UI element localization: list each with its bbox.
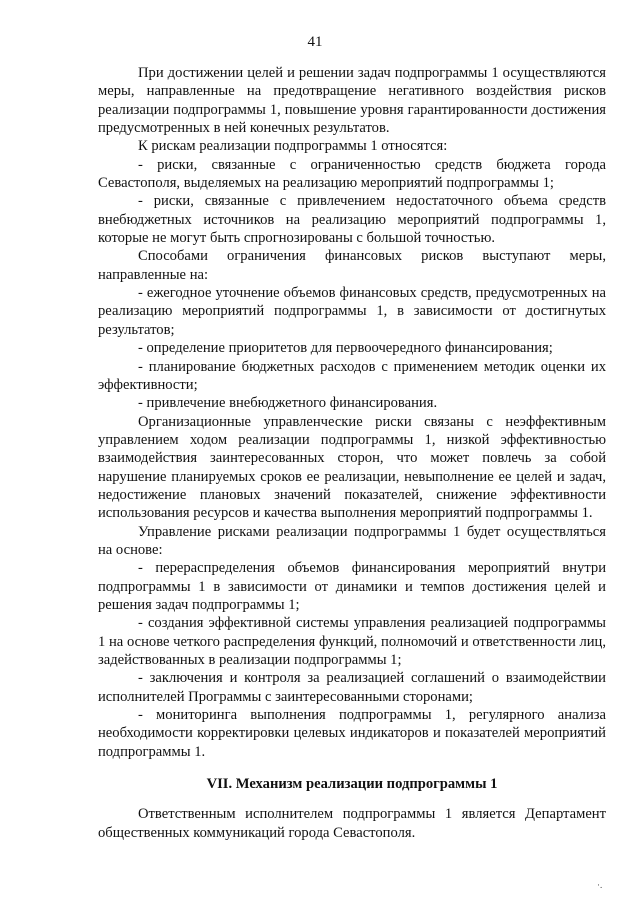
list-item: - ежегодное уточнение объемов финансовых средств, предусмотренных на реализацию мероприятий подпрограммы 1, в зависимости от достигнутых результатов; <box>98 285 606 338</box>
list-item: - риски, связанные с ограниченностью средств бюджета города Севастополя, выделяемых на реализацию мероприятий подпрограммы 1; <box>98 156 606 192</box>
list-item: - перераспределения объемов финансирования мероприятий внутри подпрограммы 1 в зависимости от динамики и темпов достижения целей и решения задач подпрограммы 1; <box>98 560 606 613</box>
paragraph-organizational-risks: Организационные управленческие риски связаны с неэффективным управлением ходом реализации подпрограммы 1, низкой эффективностью взаимодействия заинтересованных сторон, что может повлечь за собой нарушение планируемых сроков ее реализации, невыполнение ее целей и задач, недостижение плановых значений показателей, снижение эффективности использования ресурсов и качества выполнения мероприятий подпрограммы 1. <box>98 413 606 522</box>
list-item: - риски, связанные с привлечением недостаточного объема средств внебюджетных источников на реализацию мероприятий подпрограммы 1, которые не могут быть спрогнозированы с большой точностью. <box>98 193 606 247</box>
paragraph-responsible-executor: Ответственным исполнителем подпрограммы 1 является Департамент общественных коммуникаций города Севастополя. <box>98 806 606 841</box>
paragraph-risk-management: Управление рисками реализации подпрограммы 1 будет осуществляться на основе: <box>98 523 606 558</box>
list-item: - создания эффективной системы управления реализацией подпрограммы 1 на основе четкого распределения функций, полномочий и ответственности лиц, задействованных в реализации подпрограммы 1; <box>98 615 606 668</box>
paragraph-financial-risk-methods: Способами ограничения финансовых рисков выступают меры, направленные на: <box>98 248 606 283</box>
list-item: - привлечение внебюджетного финансирования. <box>138 395 438 412</box>
page-number: 41 <box>307 34 323 50</box>
section-heading: VII. Механизм реализации подпрограммы 1 <box>206 776 498 793</box>
footer-mark: ·. <box>597 880 603 890</box>
list-item: - планирование бюджетных расходов с применением методик оценки их эффективности; <box>98 358 606 393</box>
list-item: - мониторинга выполнения подпрограммы 1, регулярного анализа необходимости корректировки целевых индикаторов и показателей мероприятий подпрограммы 1. <box>98 707 606 760</box>
list-item: - заключения и контроля за реализацией соглашений о взаимодействии исполнителей Программы с заинтересованными сторонами; <box>98 670 606 705</box>
paragraph-intro: При достижении целей и решении задач подпрограммы 1 осуществляются меры, направленные на предотвращение негативного воздействия рисков реализации подпрограммы 1, повышение уровня гарантированности достижения предусмотренных в ней конечных результатов. <box>98 65 606 137</box>
list-item: - определение приоритетов для первоочередного финансирования; <box>138 340 553 357</box>
page-content <box>98 64 606 842</box>
paragraph-risks-list-intro: К рискам реализации подпрограммы 1 относятся: <box>138 138 448 155</box>
